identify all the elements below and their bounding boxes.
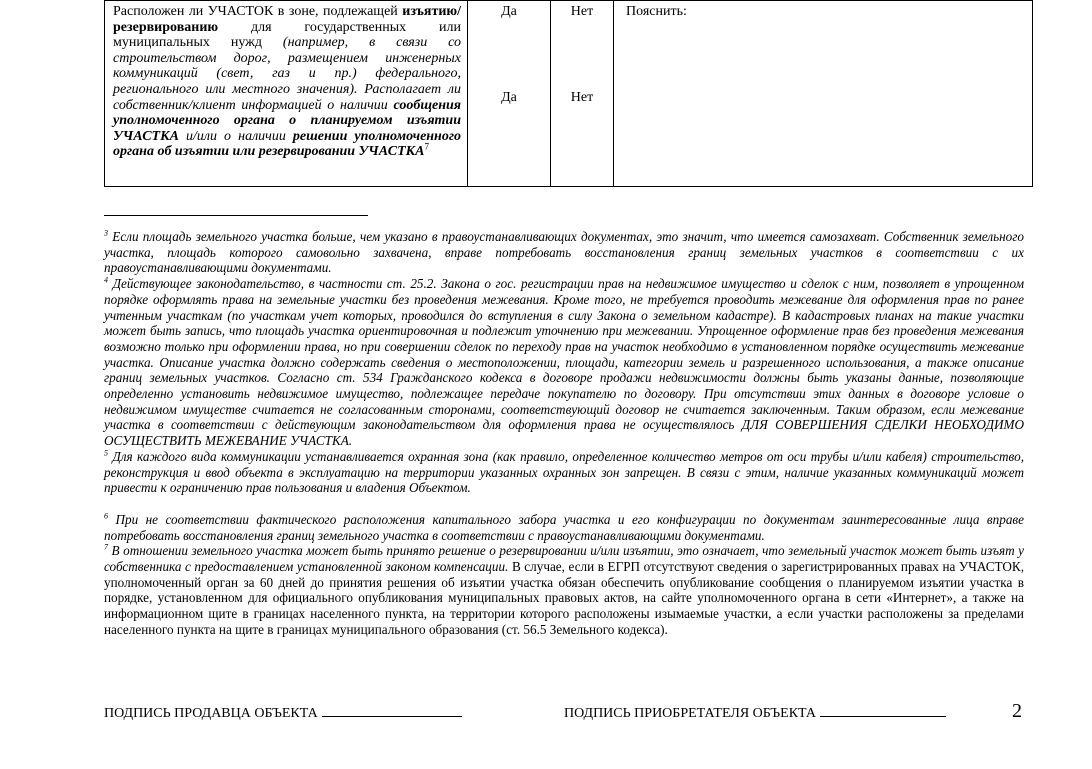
question-bold-term: решении уполномоченного органа об изъятии или резервировании УЧАСТКА — [113, 128, 461, 160]
yes-options — [468, 4, 550, 105]
explain-cell[interactable] — [614, 1, 1033, 187]
no-option-2[interactable]: Нет — [570, 89, 594, 105]
footnote-number: 5 — [104, 448, 108, 458]
footnote-number: 7 — [104, 542, 108, 552]
footnote-number: 4 — [104, 275, 108, 285]
explain-label: Пояснить: — [626, 4, 687, 19]
question-text-part: для государственных или муниципальных нужд — [113, 19, 461, 51]
footnote-3 — [104, 229, 1024, 276]
question-cell — [105, 1, 468, 187]
yes-cell[interactable] — [468, 1, 551, 187]
footnote-reference: 7 — [424, 141, 429, 152]
question-bold-term: сообщения уполномоченного органа о планируемом изъятии УЧАСТКА — [113, 97, 461, 144]
yes-option-1[interactable]: Да — [501, 4, 517, 19]
footnote-4 — [104, 276, 1024, 449]
footnote-text: Для каждого вида коммуникации устанавливается охранная зона (как правило, определенное количество метров от оси трубы и/или кабеля) строительство, реконструкция и ввод объекта в эксплуатацию на территории указанных охранных зон запрещен. В связи с этим, наличие указанных коммуникаций может привести к ограничению прав пользования и владения Объектом. — [104, 448, 1025, 496]
footnote-text-normal: В случае, если в ЕГРП отсутствуют сведения о зарегистрированных правах на УЧАСТОК, уполномоченный орган за 60 дней до принятия решения об изъятии участка обязан обеспечить опубликование сообщения о планируемом изъятии участка в порядке, установленном для официального опубликования муниципальных правовых актов, на сайте уполномоченного органа в сети «Интернет», а также на информационном щите в границах населенного пункта, на территории которого расположены изымаемые участки, а если участки расположены за пределами населенного пункта на щите в границах муниципального образования (ст. 56.5 Земельного кодекса). — [104, 559, 1024, 637]
question-table — [104, 0, 1033, 187]
yes-option-2[interactable]: Да — [501, 89, 517, 105]
page-number: 2 — [1012, 700, 1022, 722]
buyer-signature-label: ПОДПИСЬ ПРИОБРЕТАТЕЛЯ ОБЪЕКТА — [564, 706, 817, 721]
footnote-text: Действующее законодательство, в частности ст. 25.2. Закона о гос. регистрации прав на недвижимое имущество и сделок с ним, позволяет в упрощенном порядке оформлять права на земельные участки без проведения межевания. Кроме того, не требуется проводить межевание для оформления прав по ранее учтенным участкам (по участкам учет которых, проводился до вступления в силу Закона о земельном кадастре). В кадастровых планах на такие участки может быть запись, что площадь участка ориентировочная и подлежит уточнению при межевании. Упрощенное оформление прав без проведения межевания возможно только при оформлении права, но при совершении сделок по переходу прав на участок необходимо в установленном порядке осуществить межевание участка. Описание участка должно содержать сведения о местоположении, площади, категории земель и разрешенного использования, а также описание границ земельных участков. Согласно ст. 534 Гражданского кодекса в договоре продажи недвижимости должны быть указаны данные, позволяющие определенно установить недвижимое имущество, подлежащее передаче покупателю по договору. При отсутствии этих данных в договоре условие о недвижимом имуществе считается не согласованным сторонами, соответствующий договор не считается заключенным. Таким образом, если межевание участка в соответствии с действующим законодательством для оформления права не осуществлялось ДЛЯ СОВЕРШЕНИЯ СДЕЛКИ НЕОБХОДИМО ОСУЩЕСТВИТЬ МЕЖЕВАНИЕ УЧАСТКА. — [104, 276, 1024, 449]
no-option-1[interactable]: Нет — [570, 4, 594, 19]
footnote-number: 6 — [104, 511, 108, 521]
question-text-part: и/или о наличии — [178, 128, 293, 144]
question-text — [105, 1, 467, 160]
question-example-text: (например, в связи со строительством дорог, размещением инженерных коммуникаций (свет, газ и пр.) федерального, регионального или местного значения). Располагает ли собственник/клиент информацией о наличии — [113, 35, 461, 113]
footnote-text: При не соответствии фактического расположения капитального забора участка и его конфигурации по документам заинтересованные лица вправе потребовать восстановления границ земельного участка в соответствии с правоустанавливающими документами. — [104, 511, 1025, 543]
footnote-6 — [104, 512, 1024, 543]
question-row — [105, 1, 1033, 187]
footnote-number: 3 — [104, 228, 108, 238]
no-cell[interactable] — [551, 1, 614, 187]
footnote-gap — [104, 496, 1024, 512]
footnote-text: Если площадь земельного участка больше, чем указано в правоустанавливающих документах, это значит, что имеется самозахват. Собственник земельного участка, площадь которого самовольно захвачена, вправе потребовать восстановления границ земельных участков в соответствии с их правоустанавливающими документами. — [104, 229, 1024, 276]
footnote-7 — [104, 543, 1024, 637]
no-options — [551, 4, 613, 105]
signature-row — [104, 702, 1024, 722]
seller-signature — [104, 702, 462, 722]
seller-signature-label: ПОДПИСЬ ПРОДАВЦА ОБЪЕКТА — [104, 706, 318, 721]
footnotes-section — [104, 229, 1024, 638]
footnote-5 — [104, 449, 1024, 496]
seller-signature-line[interactable] — [322, 702, 462, 717]
buyer-signature-line[interactable] — [820, 702, 946, 717]
footnote-separator — [104, 215, 368, 216]
question-bold-term: изъятию/резервированию — [113, 4, 461, 35]
buyer-signature — [564, 702, 946, 722]
question-text-part: Расположен ли УЧАСТОК в зоне, подлежащей — [113, 4, 403, 19]
footnote-text: В отношении земельного участка может быть принято решение о резервировании и/или изъятии, это означает, что земельный участок может быть изъят у собственника с предоставлением установленной законом компенсации. — [104, 543, 1024, 575]
